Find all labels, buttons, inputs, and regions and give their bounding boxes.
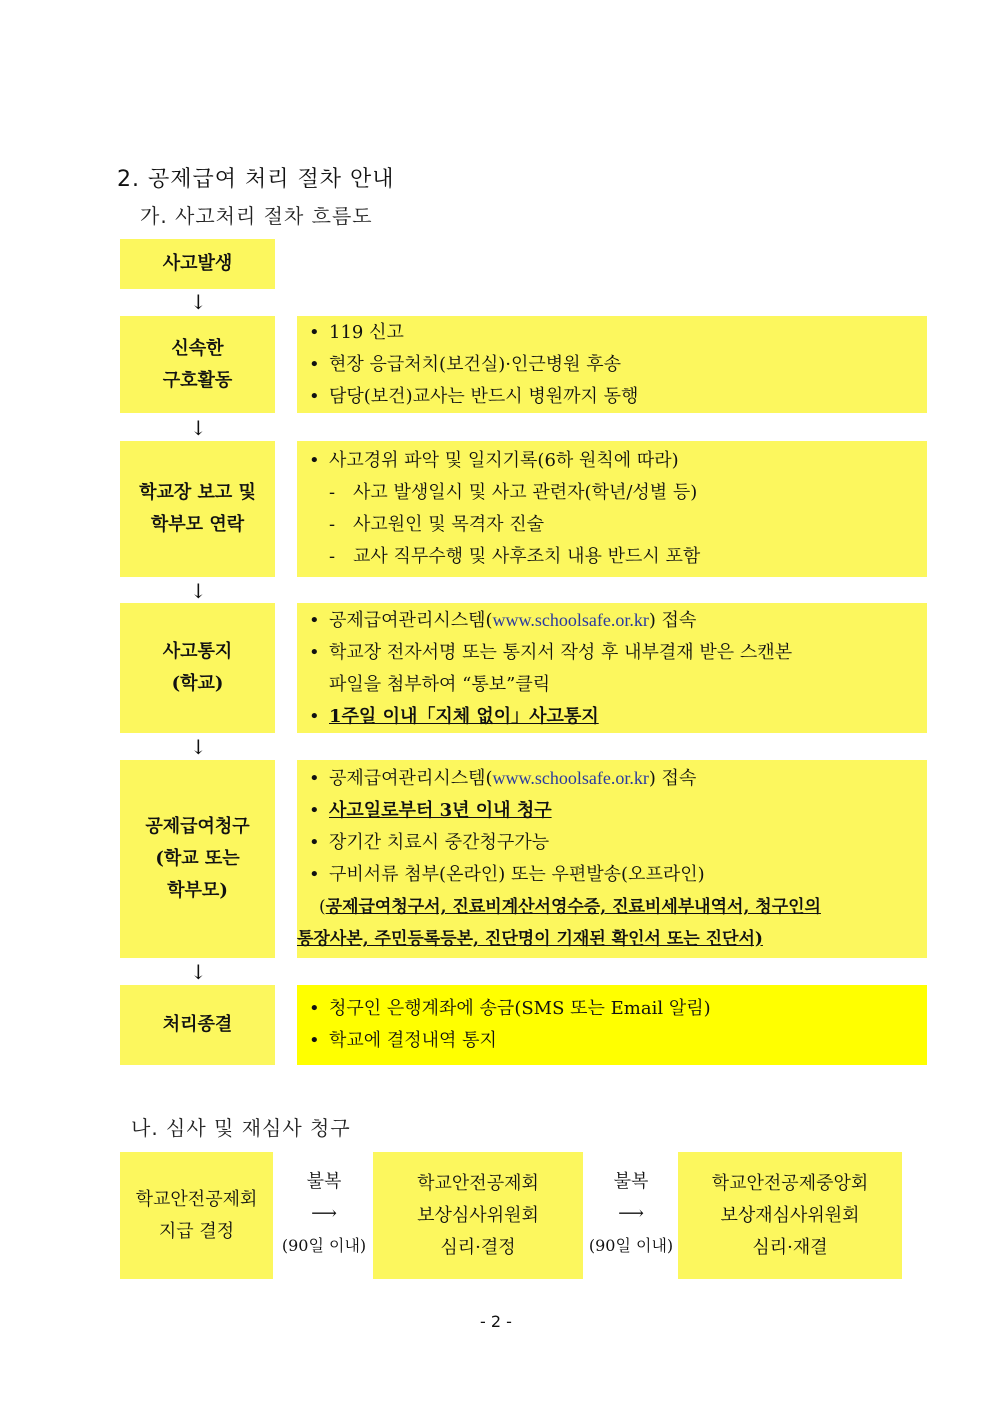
- step-label: 사고발생: [162, 253, 233, 274]
- detail-item: • 공제급여관리시스템(www.schoolsafe.or.kr) 접속: [309, 762, 927, 795]
- page-number: - 2 -: [480, 1312, 512, 1331]
- bullet-icon: •: [309, 642, 320, 663]
- subsection-title-flowchart: 가. 사고처리 절차 흐름도: [140, 204, 373, 228]
- down-arrow-icon: ↓: [190, 416, 207, 440]
- down-arrow-icon: ↓: [190, 735, 207, 759]
- detail-item: • 사고경위 파악 및 일지기록(6하 원칙에 따라): [309, 445, 927, 477]
- section-title: 2. 공제급여 처리 절차 안내: [117, 167, 395, 192]
- bullet-icon: •: [309, 998, 320, 1019]
- detail-item: • 학교장 전자서명 또는 통지서 작성 후 내부결재 받은 스캔본: [309, 637, 927, 669]
- step-rescue-details: [297, 316, 927, 413]
- step-accident-occurrence: [120, 239, 275, 289]
- schoolsafe-link[interactable]: www.schoolsafe.or.kr: [492, 768, 649, 788]
- objection-arrow-2: 불복 ⟶ (90일 이내): [581, 1166, 681, 1262]
- step-benefit-claim: [120, 760, 275, 958]
- detail-item: • 청구인 은행계좌에 송금(SMS 또는 Email 알림): [309, 993, 927, 1025]
- review-box-compensation-review: 학교안전공제회 보상심사위원회 심리·결정: [373, 1152, 583, 1279]
- detail-item: • 119 신고: [309, 317, 927, 349]
- step-report-details: [297, 441, 927, 577]
- step-label: 구호활동: [162, 369, 233, 391]
- detail-item-emphasis: • 1주일 이내「지체 없이」사고통지: [309, 701, 927, 733]
- bullet-icon: •: [309, 1030, 320, 1051]
- step-closure: [120, 985, 275, 1065]
- detail-item: • 학교에 결정내역 통지: [309, 1025, 927, 1057]
- step-notice-details: [297, 603, 927, 733]
- required-documents-cont: 통장사본, 주민등록등본, 진단명이 기재된 확인서 또는 진단서): [297, 929, 763, 949]
- step-label: (학교 또는: [155, 848, 240, 869]
- step-label: 사고통지: [162, 641, 233, 662]
- step-report-contact: [120, 441, 275, 577]
- detail-subitem: - 교사 직무수행 및 사후조치 내용 반드시 포함: [329, 546, 701, 567]
- down-arrow-icon: ↓: [190, 579, 207, 603]
- detail-item: • 장기간 치료시 중간청구가능: [309, 827, 927, 859]
- detail-subitem: - 사고 발생일시 및 사고 관련자(학년/성별 등): [329, 482, 698, 503]
- bullet-icon: •: [309, 610, 320, 631]
- step-label: 학부모): [167, 880, 228, 901]
- step-label: 신속한: [171, 337, 224, 359]
- objection-arrow-1: 불복 ⟶ (90일 이내): [274, 1166, 374, 1262]
- detail-item: • 공제급여관리시스템(www.schoolsafe.or.kr) 접속: [309, 604, 927, 637]
- detail-continuation: 파일을 첨부하여 “통보”클릭: [329, 674, 551, 695]
- review-box-central-rereview: 학교안전공제중앙회 보상재심사위원회 심리·재결: [678, 1152, 902, 1279]
- bullet-icon: •: [309, 706, 320, 727]
- bullet-icon: •: [309, 864, 320, 885]
- detail-subitem: - 사고원인 및 목격자 진술: [329, 514, 545, 535]
- detail-item: • 담당(보건)교사는 반드시 병원까지 동행: [309, 381, 927, 413]
- bullet-icon: •: [309, 322, 320, 343]
- step-accident-notice: [120, 603, 275, 733]
- bullet-icon: •: [309, 450, 320, 471]
- detail-item: • 현장 응급처치(보건실)·인근병원 후송: [309, 349, 927, 381]
- detail-item: • 구비서류 첨부(온라인) 또는 우편발송(오프라인): [309, 859, 927, 891]
- detail-item-emphasis: • 사고일로부터 3년 이내 청구: [309, 795, 927, 827]
- review-box-payment-decision: 학교안전공제회 지급 결정: [120, 1152, 273, 1279]
- step-label: (학교): [171, 673, 224, 694]
- step-label: 학교장 보고 및: [139, 482, 256, 503]
- right-arrow-icon: ⟶: [618, 1203, 644, 1224]
- bullet-icon: •: [309, 386, 320, 407]
- bullet-icon: •: [309, 768, 320, 789]
- step-claim-details: [297, 760, 927, 958]
- step-label: 학부모 연락: [150, 514, 245, 535]
- bullet-icon: •: [309, 832, 320, 853]
- bullet-icon: •: [309, 800, 320, 821]
- step-closure-details: [297, 985, 927, 1065]
- subsection-title-review: 나. 심사 및 재심사 청구: [131, 1116, 351, 1140]
- step-label: 공제급여청구: [145, 816, 250, 837]
- step-rescue: [120, 316, 275, 413]
- down-arrow-icon: ↓: [190, 290, 207, 314]
- schoolsafe-link[interactable]: www.schoolsafe.or.kr: [492, 610, 649, 630]
- right-arrow-icon: ⟶: [311, 1203, 337, 1224]
- down-arrow-icon: ↓: [190, 960, 207, 984]
- step-label: 처리종결: [162, 1014, 233, 1035]
- required-documents: (공제급여청구서, 진료비계산서영수증, 진료비세부내역서, 청구인의: [319, 897, 821, 917]
- bullet-icon: •: [309, 354, 320, 375]
